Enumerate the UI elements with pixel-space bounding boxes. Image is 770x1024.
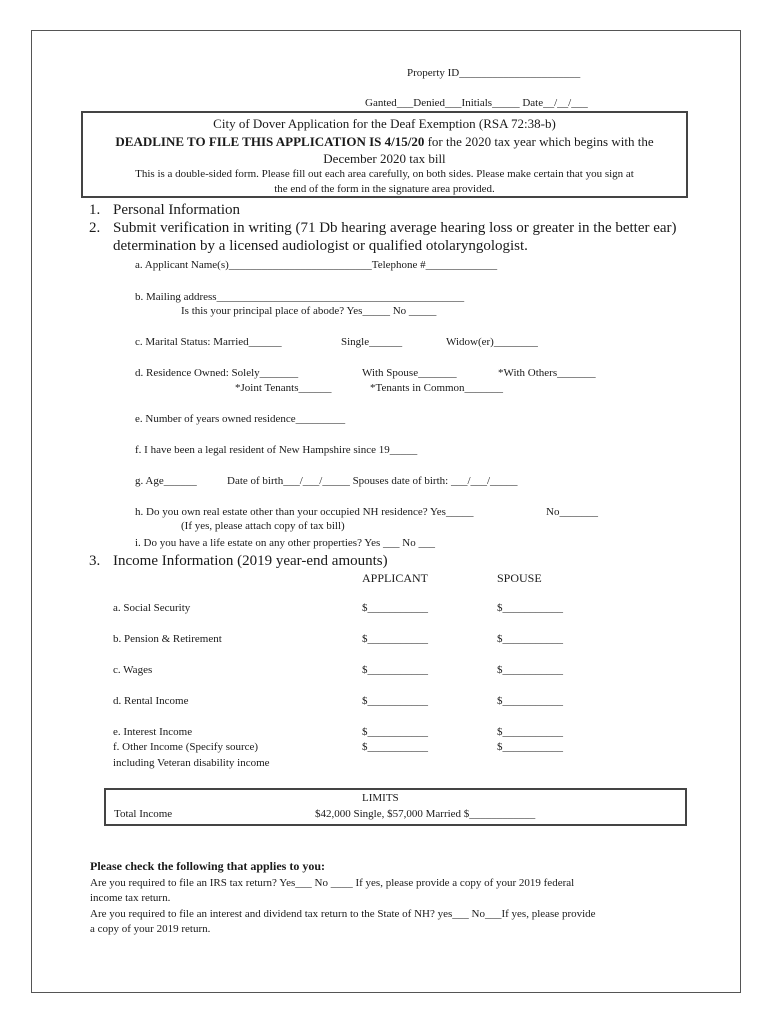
limits-heading: LIMITS [362,792,399,804]
section-2-line-2: determination by a licensed audiologist or qualified otolaryngologist. [113,238,528,254]
tax-bill-note: (If yes, please attach copy of tax bill) [181,520,345,532]
applicant-interest-field[interactable]: $___________ [362,726,428,738]
applicant-other-field[interactable]: $___________ [362,741,428,753]
section-2-number: 2. [89,220,101,236]
spouse-other-field[interactable]: $___________ [497,741,563,753]
principal-abode-question[interactable]: Is this your principal place of abode? Yes_____ No _____ [181,305,437,317]
residence-tenants-common[interactable]: *Tenants in Common_______ [370,382,504,394]
applicant-name-field[interactable]: a. Applicant Name(s)__________________________Telephone #_____________ [135,259,498,271]
spouse-wages-field[interactable]: $___________ [497,664,563,676]
income-label-social-security: a. Social Security [113,602,191,614]
applicant-social-security-field[interactable]: $___________ [362,602,428,614]
total-income-label: Total Income [114,808,173,820]
income-label-other: f. Other Income (Specify source) [113,741,259,753]
date-of-birth-field[interactable]: Date of birth___/___/_____ Spouses date of birth: ___/___/_____ [227,475,518,487]
mailing-address-field[interactable]: b. Mailing address_____________________________________________ [135,291,465,303]
applicant-wages-field[interactable]: $___________ [362,664,428,676]
income-label-interest: e. Interest Income [113,726,193,738]
instructions-note-1: This is a double-sided form. Please fill out each area carefully, on both sides. Please make certain that you sign at [135,168,634,180]
section-3-number: 3. [89,553,101,569]
years-owned-field[interactable]: e. Number of years owned residence_________ [135,413,346,425]
spouse-pension-field[interactable]: $___________ [497,633,563,645]
life-estate-question[interactable]: i. Do you have a life estate on any other properties? Yes ___ No ___ [135,537,435,549]
instructions-note-2: the end of the form in the signature area provided. [274,183,495,195]
applicant-pension-field[interactable]: $___________ [362,633,428,645]
marital-widow[interactable]: Widow(er)________ [446,336,538,348]
marital-married[interactable]: c. Marital Status: Married______ [135,336,282,348]
irs-return-question-cont: income tax return. [90,892,171,904]
nh-resident-since-field[interactable]: f. I have been a legal resident of New Hampshire since 19_____ [135,444,418,456]
check-heading: Please check the following that applies to you: [90,859,325,873]
column-applicant: APPLICANT [362,571,429,585]
section-2-line-1: Submit verification in writing (71 Db hearing average hearing loss or greater in the better ear) [113,220,677,236]
section-1-title: Personal Information [113,202,241,218]
total-income-field[interactable]: $42,000 Single, $57,000 Married $____________ [315,808,536,820]
veteran-disability-note: including Veteran disability income [113,757,270,769]
nh-interest-dividend-question[interactable]: Are you required to file an interest and dividend tax return to the State of NH? yes___ No___If yes, please provide [90,908,596,920]
irs-return-question[interactable]: Are you required to file an IRS tax return? Yes___ No ____ If yes, please provide a copy of your 2019 federal [90,877,575,889]
residence-joint-tenants[interactable]: *Joint Tenants______ [235,382,332,394]
income-label-wages: c. Wages [113,664,153,676]
residence-owned-solely[interactable]: d. Residence Owned: Solely_______ [135,367,299,379]
column-spouse: SPOUSE [497,571,542,585]
granted-denied-line[interactable]: Ganted___Denied___Initials_____ Date__/__/___ [365,97,588,109]
residence-with-others[interactable]: *With Others_______ [498,367,596,379]
deadline-bold: DEADLINE TO FILE THIS APPLICATION IS 4/15/20 [115,134,425,149]
spouse-interest-field[interactable]: $___________ [497,726,563,738]
other-real-estate-question[interactable]: h. Do you own real estate other than your occupied NH residence? Yes_____ [135,506,474,518]
form-title: City of Dover Application for the Deaf Exemption (RSA 72:38-b) [213,116,556,131]
title-box [81,111,688,198]
other-real-estate-no[interactable]: No_______ [546,506,598,518]
income-label-pension: b. Pension & Retirement [113,633,222,645]
limits-box [104,788,687,826]
marital-single[interactable]: Single______ [341,336,403,348]
section-3-title: Income Information (2019 year-end amounts) [113,553,388,569]
property-id-field[interactable]: Property ID______________________ [407,67,581,79]
residence-with-spouse[interactable]: With Spouse_______ [362,367,457,379]
deadline-line [83,134,686,150]
nh-interest-dividend-question-cont: a copy of your 2019 return. [90,923,211,935]
deadline-rest: for the 2020 tax year which begins with the [424,134,654,149]
age-field[interactable]: g. Age______ [135,475,197,487]
applicant-rental-field[interactable]: $___________ [362,695,428,707]
deadline-line-2: December 2020 tax bill [323,151,446,166]
income-label-rental: d. Rental Income [113,695,189,707]
spouse-social-security-field[interactable]: $___________ [497,602,563,614]
section-1-number: 1. [89,202,101,218]
spouse-rental-field[interactable]: $___________ [497,695,563,707]
